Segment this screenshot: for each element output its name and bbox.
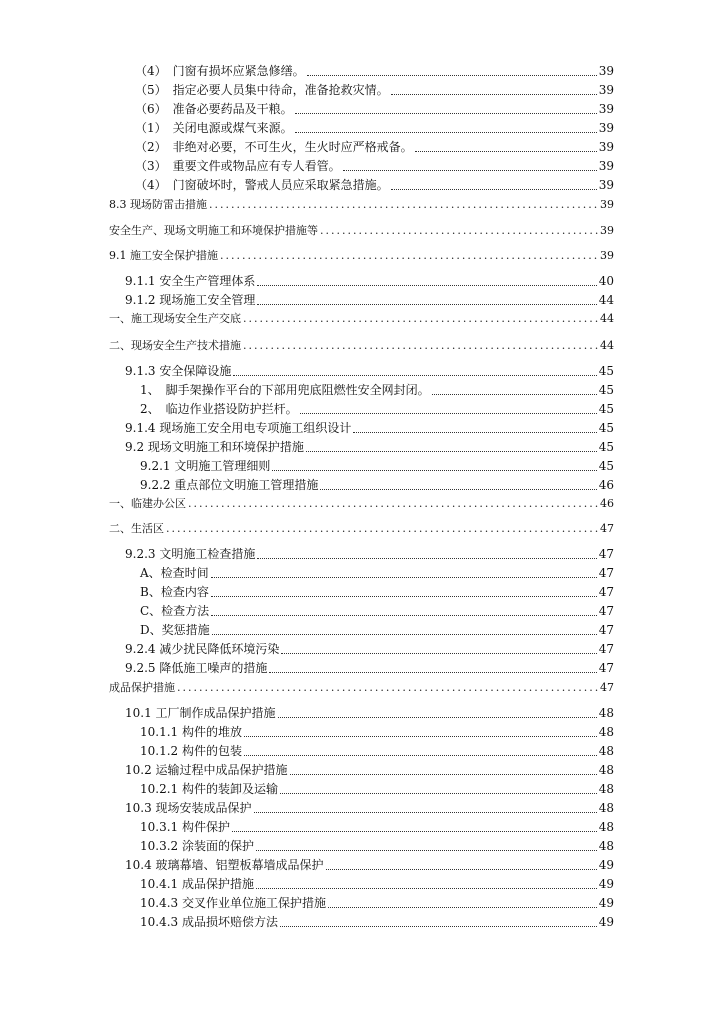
- toc-entry[interactable]: [109, 678, 614, 696]
- toc-entry-page-number: 39: [600, 249, 614, 262]
- toc-entry-title: 9.1.3 安全保障设施: [125, 364, 232, 378]
- toc-entry-title: 二、现场安全生产技术措施: [109, 339, 241, 352]
- toc-entry[interactable]: [140, 893, 614, 911]
- toc-entry-title: 10.4.1 成品保护措施: [140, 877, 254, 891]
- toc-entry[interactable]: [109, 246, 614, 264]
- toc-entry-page-number: 39: [598, 64, 614, 78]
- toc-entry[interactable]: [125, 290, 614, 308]
- toc-entry-title: 成品保护措施: [109, 681, 175, 694]
- toc-entry[interactable]: [125, 418, 614, 436]
- toc-entry-title: 9.2.3 文明施工检查措施: [125, 547, 256, 561]
- dot-leader: [256, 840, 597, 851]
- toc-entry-page-number: 48: [598, 763, 614, 777]
- toc-entry[interactable]: [125, 703, 614, 721]
- dot-leader: [278, 707, 597, 718]
- toc-entry-title: 9.1 施工安全保护措施: [109, 249, 218, 262]
- toc-entry-title: （4） 门窗有损坏应紧急修缮。: [135, 64, 305, 78]
- toc-entry[interactable]: [140, 741, 614, 759]
- toc-entry-title: （3） 重要文件或物品应有专人看管。: [135, 159, 341, 173]
- dot-leader: [320, 479, 596, 490]
- toc-entry[interactable]: [125, 855, 614, 873]
- toc-entry[interactable]: [135, 99, 614, 117]
- toc-entry[interactable]: [109, 336, 614, 354]
- toc-entry-page-number: 39: [598, 140, 614, 154]
- dot-leader: [243, 338, 598, 354]
- dot-leader: [280, 916, 597, 927]
- toc-entry-page-number: 39: [598, 159, 614, 173]
- toc-entry-page-number: 44: [600, 312, 614, 325]
- dot-leader: [257, 548, 596, 559]
- dot-leader: [243, 311, 598, 327]
- dot-leader: [257, 294, 596, 305]
- dot-leader: [269, 662, 596, 673]
- toc-entry-page-number: 47: [598, 623, 614, 637]
- toc-entry[interactable]: [140, 563, 614, 581]
- toc-entry-page-number: 47: [598, 547, 614, 561]
- toc-entry-title: C、检查方法: [140, 604, 210, 618]
- dot-leader: [353, 422, 596, 433]
- toc-entry[interactable]: [109, 519, 614, 537]
- toc-entry-title: 9.2.2 重点部位文明施工管理措施: [140, 478, 319, 492]
- toc-entry-title: D、奖惩措施: [140, 623, 210, 637]
- toc-entry[interactable]: [125, 271, 614, 289]
- toc-entry[interactable]: [140, 722, 614, 740]
- toc-entry-title: （4） 门窗破坏时，警戒人员应采取紧急措施。: [135, 178, 389, 192]
- dot-leader: [272, 460, 596, 471]
- toc-entry-title: 10.4.3 成品损坏赔偿方法: [140, 915, 278, 929]
- toc-entry[interactable]: [135, 156, 614, 174]
- toc-entry-title: 安全生产、现场文明施工和环境保护措施等: [109, 224, 318, 237]
- toc-entry-page-number: 44: [598, 293, 614, 307]
- toc-entry-page-number: 48: [598, 801, 614, 815]
- toc-entry-page-number: 45: [598, 440, 614, 454]
- toc-entry[interactable]: [135, 61, 614, 79]
- toc-entry-title: （5） 指定必要人员集中待命，准备抢救灾情。: [135, 83, 389, 97]
- toc-entry-page-number: 39: [598, 178, 614, 192]
- dot-leader: [328, 897, 597, 908]
- toc-entry[interactable]: [140, 620, 614, 638]
- dot-leader: [257, 275, 596, 286]
- toc-entry-title: 9.1.4 现场施工安全用电专项施工组织设计: [125, 421, 352, 435]
- toc-entry[interactable]: [140, 601, 614, 619]
- toc-entry-page-number: 45: [598, 364, 614, 378]
- toc-entry[interactable]: [140, 582, 614, 600]
- dot-leader: [244, 726, 597, 737]
- toc-entry-title: 9.2.4 减少扰民降低环境污染: [125, 642, 280, 656]
- toc-entry[interactable]: [140, 380, 614, 398]
- toc-entry-page-number: 47: [598, 642, 614, 656]
- toc-entry-page-number: 47: [600, 681, 614, 694]
- toc-entry-page-number: 45: [598, 383, 614, 397]
- dot-leader: [209, 197, 598, 213]
- toc-entry[interactable]: [140, 399, 614, 417]
- toc-entry-page-number: 49: [598, 877, 614, 891]
- toc-entry-title: 9.1.2 现场施工安全管理: [125, 293, 256, 307]
- toc-entry-page-number: 46: [598, 478, 614, 492]
- dot-leader: [177, 680, 598, 696]
- toc-entry-page-number: 47: [598, 566, 614, 580]
- toc-entry-title: 1、 脚手架操作平台的下部用兜底阻燃性安全网封闭。: [140, 383, 430, 397]
- toc-entry[interactable]: [140, 874, 614, 892]
- dot-leader: [295, 122, 597, 133]
- toc-entry-page-number: 49: [598, 858, 614, 872]
- dot-leader: [326, 859, 597, 870]
- dot-leader: [188, 496, 598, 512]
- toc-entry[interactable]: [125, 658, 614, 676]
- toc-entry[interactable]: [140, 817, 614, 835]
- toc-entry[interactable]: [135, 118, 614, 136]
- toc-entry-title: 10.1 工厂制作成品保护措施: [125, 706, 276, 720]
- toc-entry-page-number: 44: [600, 339, 614, 352]
- dot-leader: [415, 141, 597, 152]
- dot-leader: [220, 248, 598, 264]
- dot-leader: [391, 84, 597, 95]
- toc-entry-title: 10.1.1 构件的堆放: [140, 725, 242, 739]
- dot-leader: [254, 802, 597, 813]
- toc-entry-title: 一、临建办公区: [109, 497, 186, 510]
- toc-entry-title: 10.3.2 涂装面的保护: [140, 839, 254, 853]
- dot-leader: [290, 764, 597, 775]
- toc-entry-page-number: 48: [598, 782, 614, 796]
- toc-entry-page-number: 48: [598, 839, 614, 853]
- toc-entry-page-number: 45: [598, 421, 614, 435]
- toc-entry[interactable]: [135, 175, 614, 193]
- dot-leader: [166, 521, 598, 537]
- toc-entry[interactable]: [140, 779, 614, 797]
- toc-entry[interactable]: [109, 221, 614, 239]
- toc-entry[interactable]: [125, 437, 614, 455]
- toc-entry-title: 一、施工现场安全生产交底: [109, 312, 241, 325]
- toc-entry[interactable]: [140, 456, 614, 474]
- toc-entry-title: 2、 临边作业搭设防护拦杆。: [140, 402, 298, 416]
- toc-entry-title: 9.2 现场文明施工和环境保护措施: [125, 440, 304, 454]
- toc-entry[interactable]: [125, 361, 614, 379]
- dot-leader: [211, 567, 597, 578]
- toc-entry-page-number: 48: [598, 820, 614, 834]
- toc-entry-title: 9.1.1 安全生产管理体系: [125, 274, 256, 288]
- toc-entry-title: A、检查时间: [140, 566, 209, 580]
- toc-entry-title: 9.2.1 文明施工管理细则: [140, 459, 271, 473]
- toc-entry-page-number: 47: [600, 522, 614, 535]
- toc-entry-page-number: 45: [598, 459, 614, 473]
- toc-entry-title: 10.3 现场安装成品保护: [125, 801, 252, 815]
- toc-entry-title: 10.4 玻璃幕墙、铝塑板幕墙成品保护: [125, 858, 324, 872]
- toc-entry-title: （1） 关闭电源或煤气来源。: [135, 121, 293, 135]
- dot-leader: [306, 441, 597, 452]
- toc-entry-title: 10.2 运输过程中成品保护措施: [125, 763, 288, 777]
- toc-entry-page-number: 49: [598, 896, 614, 910]
- dot-leader: [391, 179, 597, 190]
- toc-entry-page-number: 39: [598, 83, 614, 97]
- toc-entry-page-number: 49: [598, 915, 614, 929]
- dot-leader: [211, 586, 597, 597]
- dot-leader: [281, 643, 596, 654]
- toc-entry-page-number: 47: [598, 585, 614, 599]
- toc-entry-title: 10.3.1 构件保护: [140, 820, 230, 834]
- toc-entry-page-number: 48: [598, 706, 614, 720]
- toc-entry-title: 10.2.1 构件的装卸及运输: [140, 782, 278, 796]
- dot-leader: [280, 783, 597, 794]
- toc-entry-page-number: 46: [600, 497, 614, 510]
- dot-leader: [212, 624, 597, 635]
- toc-entry[interactable]: [125, 760, 614, 778]
- toc-entry[interactable]: [135, 80, 614, 98]
- toc-entry-title: （6） 准备必要药品及干粮。: [135, 102, 293, 116]
- toc-entry[interactable]: [109, 309, 614, 327]
- toc-entry[interactable]: [140, 912, 614, 930]
- toc-entry-page-number: 45: [598, 402, 614, 416]
- toc-entry[interactable]: [135, 137, 614, 155]
- toc-entry-page-number: 40: [598, 274, 614, 288]
- toc-entry[interactable]: [125, 639, 614, 657]
- dot-leader: [307, 65, 597, 76]
- dot-leader: [256, 878, 597, 889]
- toc-entry-title: 8.3 现场防雷击措施: [109, 198, 207, 211]
- dot-leader: [295, 103, 597, 114]
- toc-entry[interactable]: [125, 544, 614, 562]
- toc-entry[interactable]: [140, 475, 614, 493]
- toc-entry-title: 10.4.3 交叉作业单位施工保护措施: [140, 896, 326, 910]
- dot-leader: [232, 821, 597, 832]
- toc-entry-title: （2） 非绝对必要，不可生火，生火时应严格戒备。: [135, 140, 413, 154]
- toc-entry[interactable]: [125, 798, 614, 816]
- toc-entry-page-number: 39: [598, 121, 614, 135]
- toc-entry-title: B、检查内容: [140, 585, 209, 599]
- toc-entry-page-number: 47: [598, 661, 614, 675]
- toc-entry[interactable]: [140, 836, 614, 854]
- toc-entry[interactable]: [109, 494, 614, 512]
- toc-entry-title: 9.2.5 降低施工噪声的措施: [125, 661, 268, 675]
- dot-leader: [320, 223, 598, 239]
- toc-entry-title: 10.1.2 构件的包装: [140, 744, 242, 758]
- toc-entry-page-number: 47: [598, 604, 614, 618]
- toc-entry-page-number: 39: [600, 198, 614, 211]
- toc-entry-page-number: 39: [600, 224, 614, 237]
- toc-entry[interactable]: [109, 195, 614, 213]
- toc-entry-page-number: 48: [598, 744, 614, 758]
- toc-entry-page-number: 39: [598, 102, 614, 116]
- dot-leader: [211, 605, 597, 616]
- toc-entry-title: 二、生活区: [109, 522, 164, 535]
- dot-leader: [343, 160, 597, 171]
- dot-leader: [432, 384, 597, 395]
- dot-leader: [244, 745, 597, 756]
- dot-leader: [233, 365, 596, 376]
- dot-leader: [300, 403, 597, 414]
- toc-entry-page-number: 48: [598, 725, 614, 739]
